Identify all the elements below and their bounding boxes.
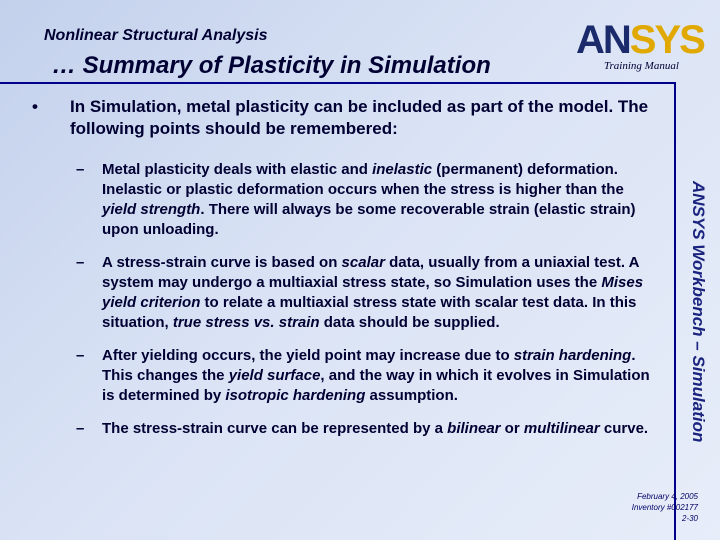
- dash-icon: –: [76, 254, 85, 271]
- dash-icon: –: [76, 420, 85, 437]
- ansys-logo: [576, 18, 708, 66]
- intro-text: In Simulation, metal plasticity can be included as part of the model. The following points should be remembered:: [70, 97, 649, 138]
- emphasis-text: true stress vs. strain: [172, 314, 320, 331]
- emphasis-text: yield strength: [102, 201, 201, 218]
- intro-bullet: [30, 96, 650, 140]
- sub-point-list: [30, 160, 650, 439]
- training-manual-label: Training Manual: [604, 60, 679, 72]
- dash-icon: –: [76, 347, 85, 364]
- emphasis-text: Mises yield criterion: [102, 274, 644, 311]
- footer-inventory: Inventory #002177: [631, 503, 698, 512]
- slide-content: [30, 96, 650, 452]
- sub-point-text: . This changes the: [102, 347, 636, 384]
- sub-point-text: After yielding occurs, the yield point may increase due to: [102, 347, 514, 364]
- sub-point-text: . There will always be some recoverable strain (elastic strain) upon unloading.: [102, 201, 636, 238]
- sub-point-text: data should be supplied.: [319, 314, 500, 331]
- sub-point: [30, 419, 650, 439]
- emphasis-text: strain hardening: [513, 347, 632, 364]
- sub-point-text: The stress-strain curve can be represented by a: [102, 420, 448, 437]
- sidebar: [676, 84, 720, 540]
- sub-point-text: A stress-strain curve is based on: [102, 254, 342, 271]
- sub-point: [30, 160, 650, 240]
- sub-point-text: (permanent) deformation. Inelastic or plastic deformation occurs when the stress is higher than the: [102, 161, 624, 198]
- slide-footer: [632, 491, 698, 524]
- emphasis-text: bilinear: [447, 420, 501, 437]
- emphasis-text: yield surface: [228, 367, 321, 384]
- bullet-icon: •: [32, 97, 38, 116]
- emphasis-text: multilinear: [523, 420, 600, 437]
- footer-page-number: 2-30: [681, 514, 698, 523]
- emphasis-text: scalar: [341, 254, 385, 271]
- sub-point-text: or: [500, 420, 524, 437]
- sub-point-text: Metal plasticity deals with elastic and: [102, 161, 373, 178]
- emphasis-text: isotropic hardening: [225, 387, 366, 404]
- sidebar-vertical-text: ANSYS Workbench – Simulation: [689, 181, 708, 443]
- slide-title: … Summary of Plasticity in Simulation: [52, 52, 491, 79]
- sub-point: [30, 253, 650, 333]
- sub-point-text: , and the way in which it evolves in Simulation is determined by: [102, 367, 650, 404]
- emphasis-text: inelastic: [372, 161, 433, 178]
- sub-point-text: data, usually from a uniaxial test. A system may undergo a multiaxial stress state, so Simulation uses the: [102, 254, 639, 291]
- dash-icon: –: [76, 161, 85, 178]
- sub-point-text: to relate a multiaxial stress state with scalar test data. In this situation,: [102, 294, 637, 331]
- sub-point-text: assumption.: [365, 387, 458, 404]
- footer-date: February 4, 2005: [637, 492, 698, 501]
- logo-wordmark: ANSYS: [576, 18, 704, 62]
- sub-point: [30, 346, 650, 406]
- sub-point-text: curve.: [599, 420, 649, 437]
- header-divider: [0, 82, 674, 84]
- course-title: Nonlinear Structural Analysis: [44, 27, 268, 44]
